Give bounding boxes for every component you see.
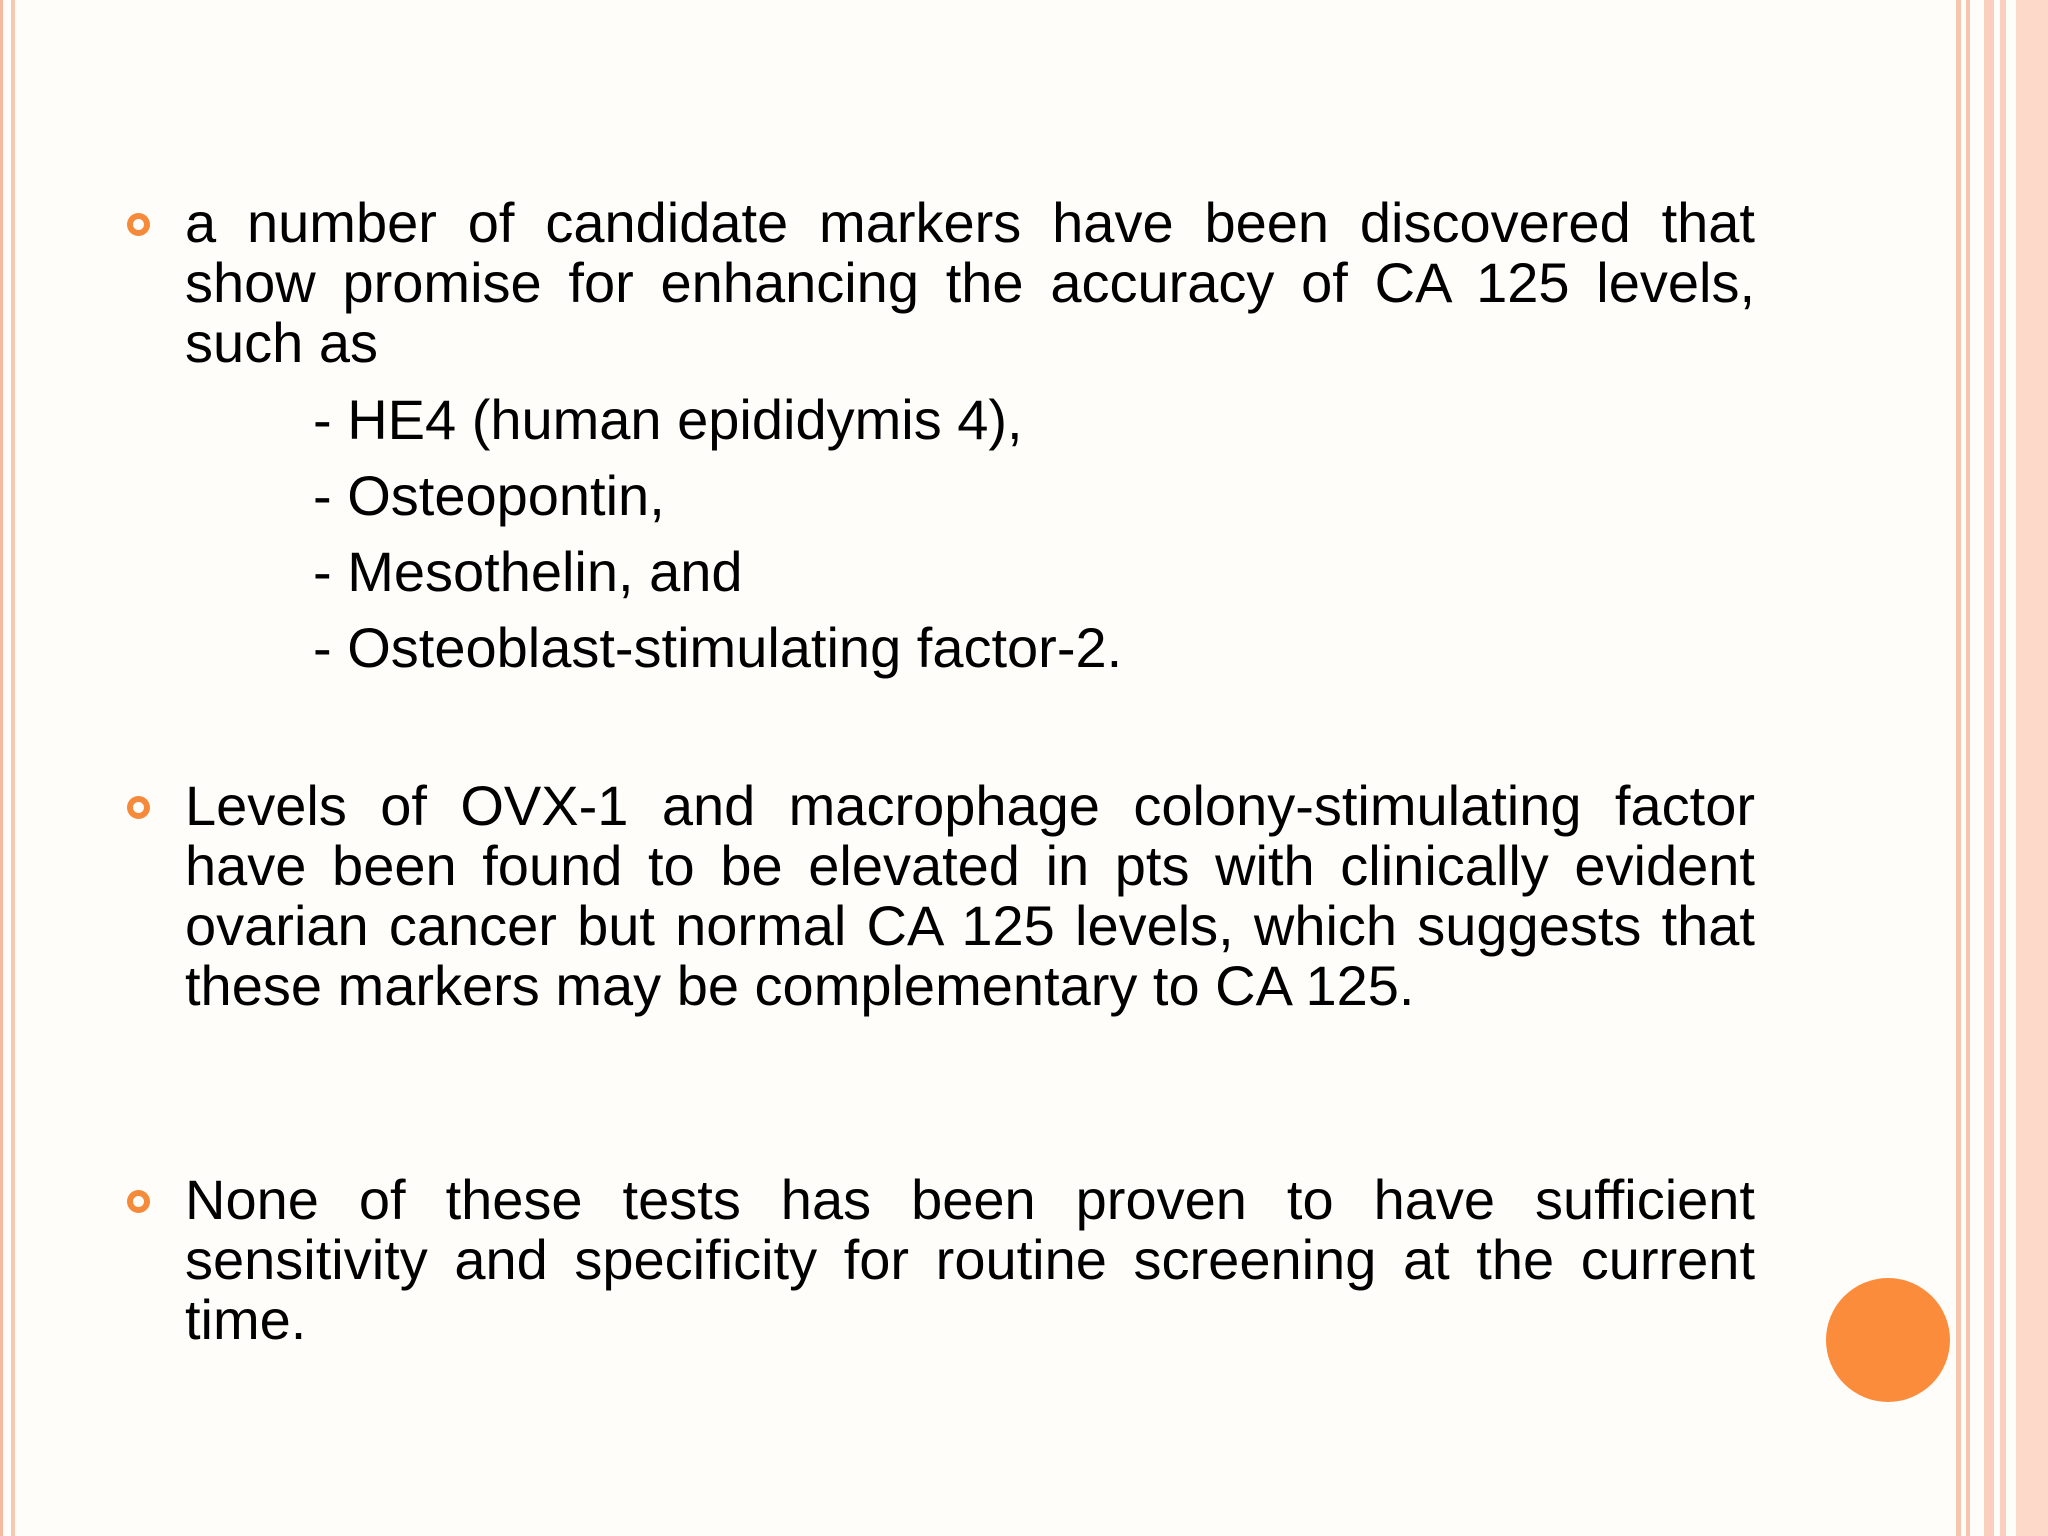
left-border-stripe bbox=[0, 0, 3, 1536]
bullet-circle-icon bbox=[127, 213, 150, 236]
right-border-stripe bbox=[1966, 0, 1970, 1536]
right-border-stripe bbox=[1984, 0, 1994, 1536]
bullet-circle-icon bbox=[127, 1190, 150, 1213]
decorative-circle bbox=[1826, 1278, 1950, 1402]
sub-list-item: - Osteoblast-stimulating factor-2. bbox=[313, 616, 1123, 679]
bullet-text: a number of candidate markers have been discovered that show promise for enhancing the accuracy of CA 125 levels, such as bbox=[185, 191, 1755, 374]
bullet-text: None of these tests has been proven to have sufficient sensitivity and specificity for routine screening at the current time. bbox=[185, 1168, 1755, 1351]
sub-list bbox=[313, 382, 1122, 686]
bullet-text: Levels of OVX-1 and macrophage colony-stimulating factor have been found to be elevated in pts with clinically evident ovarian cancer but normal CA 125 levels, which suggests that these markers may be complementary to CA 125. bbox=[185, 774, 1755, 1017]
right-border-stripe bbox=[2016, 0, 2048, 1536]
left-border-stripe bbox=[11, 0, 15, 1536]
right-border-stripe bbox=[2000, 0, 2006, 1536]
bullet-circle-icon bbox=[127, 796, 150, 819]
sub-list-item: - Osteopontin, bbox=[313, 464, 665, 527]
sub-list-item: - HE4 (human epididymis 4), bbox=[313, 388, 1023, 451]
sub-list-item: - Mesothelin, and bbox=[313, 540, 743, 603]
right-border-stripe bbox=[1956, 0, 1961, 1536]
